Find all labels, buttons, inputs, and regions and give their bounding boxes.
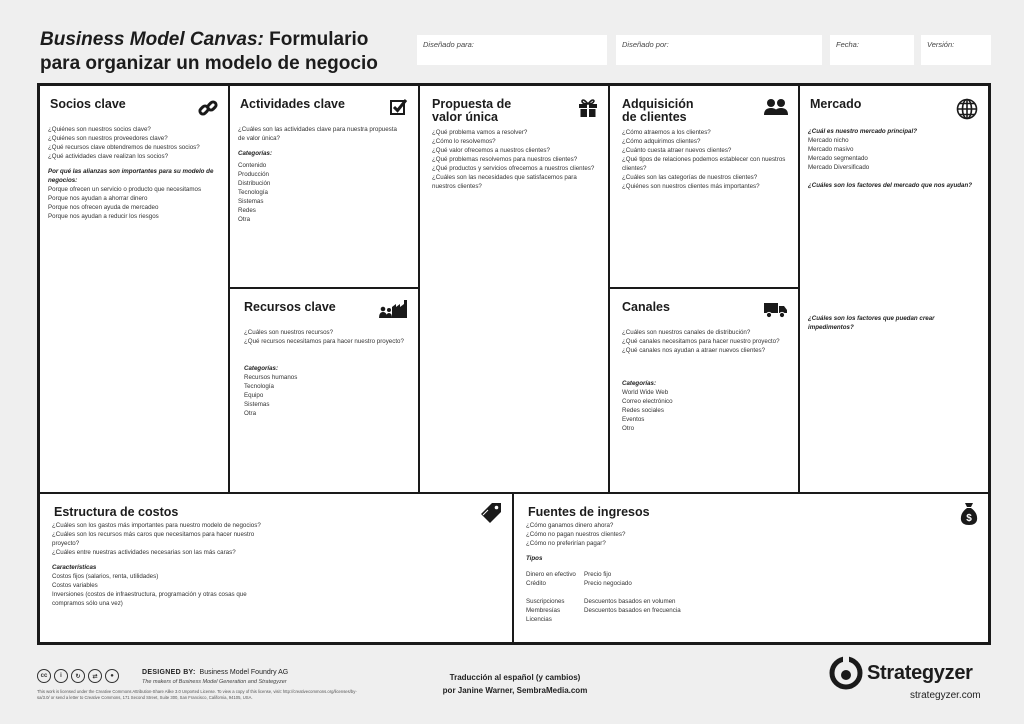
block-channels[interactable]: [610, 289, 800, 492]
license-text: This work is licensed under the Creative Commons Attribution-Share Alike 3.0 Unported License. To view a copy of this license, visit: http://creativecommons.org/licenses/by-sa/3.0/ or send a letter to Creative Commons, 171 Second Street, Suite 300, San Francisco, California, 94105, USA.: [37, 689, 357, 700]
title-line: valor única: [432, 110, 498, 124]
block-value-proposition[interactable]: [420, 86, 610, 492]
license-icons: [37, 669, 119, 683]
strategyzer-mark-icon: [829, 656, 863, 690]
text-line: ¿Cómo atraemos a los clientes?: [622, 129, 711, 136]
list-item: Precio fijo: [584, 571, 612, 578]
list-item: Otro: [622, 425, 635, 432]
revenue-types-group-a: [526, 570, 980, 588]
block-title: Canales: [622, 300, 670, 314]
list-item: Descuentos basados en volumen: [584, 598, 676, 605]
money-bag-icon: [960, 502, 978, 531]
question: ¿Cuáles son los factores del mercado que nos ayudan?: [808, 182, 973, 189]
list-item: Correo electrónico: [622, 398, 673, 405]
list-item: Costos variables: [52, 582, 98, 589]
list-item: Dinero en efectivo: [526, 571, 576, 578]
section-label: Tipos: [526, 555, 543, 562]
list-item: Suscripciones: [526, 598, 565, 605]
translation-line: por Janine Warner, SembraMedia.com: [442, 686, 588, 695]
block-customer-acquisition[interactable]: [610, 86, 800, 289]
list-item: Descuentos basados en frecuencia: [584, 607, 681, 614]
list-item: Equipo: [244, 392, 264, 399]
block-key-activities[interactable]: [230, 86, 420, 289]
text-line: ¿Cómo ganamos dinero ahora?: [526, 522, 614, 529]
text-line: ¿Qué recursos clave obtendremos de nuestros socios?: [48, 144, 200, 151]
text-line: ¿Qué productos y servicios ofrecemos a nuestros clientes?: [432, 165, 595, 172]
text-line: ¿Cuáles son nuestros canales de distribución?: [622, 329, 751, 336]
truck-icon: [764, 301, 788, 324]
section-label: Categorías:: [244, 365, 279, 372]
list-item: Redes: [238, 207, 256, 214]
list-item: World Wide Web: [622, 389, 669, 396]
attribution-icon: i: [54, 669, 68, 683]
list-item: compramos sólo una vez): [52, 600, 123, 607]
text-line: ¿Cómo no preferirían pagar?: [526, 540, 606, 547]
svg-text:$: $: [966, 513, 972, 524]
text-line: ¿Qué problemas resolvemos para nuestros clientes?: [432, 156, 578, 163]
strategyzer-logo: [829, 656, 973, 690]
list-item: Contenido: [238, 162, 267, 169]
share-alike-icon: ↻: [71, 669, 85, 683]
business-model-canvas: [37, 83, 991, 645]
gift-icon: [578, 98, 598, 123]
link-icon: [198, 98, 218, 123]
list-item: Inversiones (costos de infraestructura, programación y otras cosas que: [52, 591, 247, 598]
version-label: Versión:: [927, 40, 955, 49]
date-label: Fecha:: [836, 40, 859, 49]
title-italic: Business Model Canvas:: [40, 29, 264, 50]
person-icon: ●: [105, 669, 119, 683]
list-item: Mercado Diversificado: [808, 164, 870, 171]
translation-credit: [420, 671, 610, 697]
title-line: de clientes: [622, 110, 687, 124]
section-label: Por qué las alianzas son importantes para su modelo de negocios:: [48, 168, 214, 184]
text-line: proyecto?: [52, 540, 80, 547]
designed-for-label: Diseñado para:: [423, 40, 474, 49]
designed-by-label: DESIGNED BY:: [142, 669, 196, 676]
brand-name: Strategyzer: [867, 661, 973, 684]
text-line: ¿Cuáles son las actividades clave para nuestra propuesta: [238, 126, 397, 133]
block-revenue-streams[interactable]: [514, 492, 988, 642]
text-line: ¿Quiénes son nuestros proveedores clave?: [48, 135, 168, 142]
list-item: Porque nos ofrecen ayuda de mercadeo: [48, 204, 159, 211]
list-item: Mercado nicho: [808, 137, 849, 144]
page-title: [40, 28, 410, 76]
text-line: ¿Qué valor ofrecemos a nuestros clientes?: [432, 147, 550, 154]
list-item: Producción: [238, 171, 269, 178]
designed-by: [142, 668, 288, 687]
list-item: Porque nos ayudan a reducir los riesgos: [48, 213, 159, 220]
designed-by-value: Business Model Foundry AG: [199, 669, 289, 676]
price-tag-icon: [480, 502, 502, 529]
list-item: Redes sociales: [622, 407, 664, 414]
text-line: ¿Cuánto cuesta atraer nuevos clientes?: [622, 147, 732, 154]
text-line: ¿Cuáles son los gastos más importantes para nuestro modelo de negocios?: [52, 522, 261, 529]
block-title: Recursos clave: [244, 300, 336, 314]
text-line: ¿Cómo adquirimos clientes?: [622, 138, 701, 145]
block-cost-structure[interactable]: [40, 492, 514, 642]
text-line: ¿Qué canales necesitamos para hacer nuestro proyecto?: [622, 338, 780, 345]
designed-by-subtitle: The makers of Business Model Generation and Strategyzer: [142, 679, 287, 685]
list-item: Otra: [238, 216, 251, 223]
section-label: Categorías:: [238, 150, 273, 157]
block-title: Fuentes de ingresos: [528, 505, 650, 519]
text-line: ¿Cuáles son las categorías de nuestros clientes?: [622, 174, 758, 181]
list-item: Costos fijos (salarios, renta, utilidades): [52, 573, 159, 580]
question: ¿Cuáles son los factores que puedan crear impedimentos?: [808, 315, 935, 331]
block-key-partners[interactable]: [40, 86, 230, 492]
text-line: nuestros clientes?: [432, 183, 482, 190]
translation-line: Traducción al español (y cambios): [449, 673, 581, 682]
list-item: Otra: [244, 410, 257, 417]
designed-for-field[interactable]: [417, 35, 607, 65]
globe-icon: [956, 98, 978, 125]
brand-url[interactable]: strategyzer.com: [910, 690, 981, 701]
text-line: ¿Qué problema vamos a resolver?: [432, 129, 528, 136]
text-line: de valor única?: [238, 135, 280, 142]
list-item: Porque ofrecen un servicio o producto que necesitamos: [48, 186, 202, 193]
list-item: Recursos humanos: [244, 374, 298, 381]
creative-commons-icon: cc: [37, 669, 51, 683]
list-item: Membresías: [526, 607, 561, 614]
title-rest: Formulario para organizar un modelo de negocio: [40, 29, 378, 74]
question: ¿Cuál es nuestro mercado principal?: [808, 128, 917, 135]
text-line: ¿Cuáles entre nuestras actividades necesarias son las más caras?: [52, 549, 236, 556]
text-line: ¿Cómo lo resolvemos?: [432, 138, 496, 145]
list-item: Porque nos ayudan a ahorrar dinero: [48, 195, 148, 202]
text-line: ¿Quiénes son nuestros socios clave?: [48, 126, 151, 133]
block-title: Estructura de costos: [54, 505, 179, 519]
list-item: Precio negociado: [584, 580, 632, 587]
list-item: Tecnología: [238, 189, 268, 196]
text-line: ¿Qué actividades clave realizan los socios?: [48, 153, 169, 160]
block-key-resources[interactable]: [230, 289, 420, 492]
list-item: Eventos: [622, 416, 645, 423]
section-label: Categorías:: [622, 380, 657, 387]
users-icon: [764, 98, 788, 121]
text-line: ¿Qué canales nos ayudan a atraer nuevos clientes?: [622, 347, 766, 354]
date-field[interactable]: [830, 35, 914, 65]
list-item: Mercado segmentado: [808, 155, 868, 162]
text-line: ¿Cuáles son las necesidades que satisfacemos para: [432, 174, 577, 181]
list-item: Crédito: [526, 580, 546, 587]
list-item: Mercado masivo: [808, 146, 854, 153]
checkbox-icon: [390, 98, 408, 121]
list-item: Distribución: [238, 180, 271, 187]
list-item: Tecnología: [244, 383, 274, 390]
text-line: ¿Cuáles son los recursos más caros que necesitamos para hacer nuestro: [52, 531, 255, 538]
revenue-types-group-b: [526, 597, 980, 624]
list-item: Sistemas: [238, 198, 264, 205]
text-line: ¿Cómo no pagan nuestros clientes?: [526, 531, 626, 538]
title-line: Adquisición: [622, 97, 694, 111]
text-line: ¿Cuáles son nuestros recursos?: [244, 329, 334, 336]
designed-by-label: Diseñado por:: [622, 40, 669, 49]
block-title: [432, 98, 600, 124]
version-field[interactable]: [921, 35, 991, 65]
sharing-icon: ⇄: [88, 669, 102, 683]
text-line: ¿Quiénes son nuestros clientes más importantes?: [622, 183, 760, 190]
block-title: Mercado: [810, 97, 862, 111]
block-title: Actividades clave: [240, 97, 345, 111]
text-line: ¿Qué recursos necesitamos para hacer nuestro proyecto?: [244, 338, 404, 345]
block-market[interactable]: [800, 86, 988, 492]
text-line: ¿Qué tipos de relaciones podemos establecer con nuestros clientes?: [622, 156, 786, 172]
block-title: Socios clave: [50, 97, 126, 111]
list-item: Sistemas: [244, 401, 270, 408]
factory-workers-icon: [378, 297, 408, 324]
title-line: Propuesta de: [432, 97, 512, 111]
section-label: Características: [52, 564, 97, 571]
designed-by-field[interactable]: [616, 35, 822, 65]
list-item: Licencias: [526, 616, 552, 623]
